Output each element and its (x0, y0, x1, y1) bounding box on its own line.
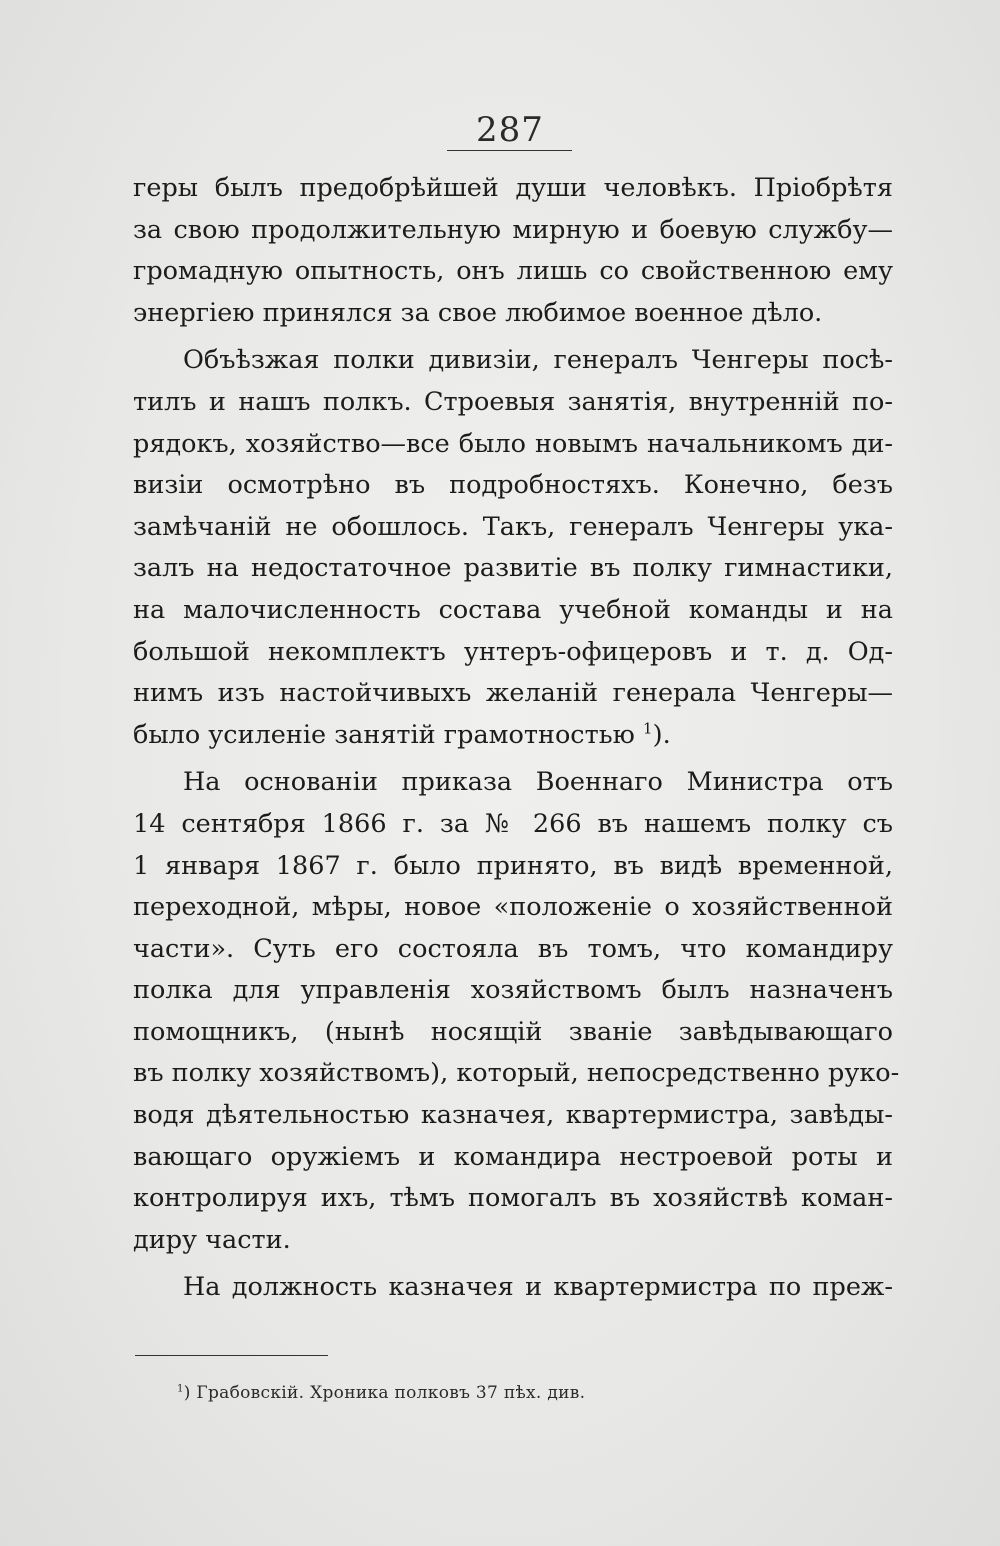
text-line: въ полку хозяйствомъ), который, непосредственно руко- (133, 1058, 900, 1089)
text-line: на малочисленность состава учебной команды и на (133, 594, 893, 625)
text-line: тилъ и нашъ полкъ. Строевыя занятія, внутренній по- (133, 386, 893, 417)
text-line: за свою продолжительную мирную и боевую службу— (133, 214, 893, 245)
text-line: переходной, мѣры, новое «положеніе о хозяйственной (133, 892, 893, 923)
footnote-rule (135, 1355, 328, 1356)
footnote-reference: 1 (642, 719, 653, 738)
header-rule (447, 150, 572, 151)
text-line: полка для управленія хозяйствомъ былъ назначенъ (133, 975, 893, 1006)
text-line: водя дѣятельностью казначея, квартермистра, завѣды- (133, 1100, 893, 1131)
text-line: контролируя ихъ, тѣмъ помогалъ въ хозяйствѣ коман- (133, 1183, 893, 1214)
footnote (177, 1383, 585, 1403)
body-text (133, 168, 900, 1315)
text-line: большой некомплектъ унтеръ-офицеровъ и т. д. Од- (133, 636, 893, 667)
text-line: вающаго оружіемъ и командира нестроевой роты и (133, 1141, 893, 1172)
paragraph-1 (133, 168, 893, 334)
text-line: диру части. (133, 1224, 291, 1255)
footnote-marker: 1 (177, 1383, 184, 1395)
text-line: 1 января 1867 г. было принято, въ видѣ временной, (133, 850, 893, 881)
text-line: Объѣзжая полки дивизіи, генералъ Ченгеры посѣ- (183, 345, 893, 376)
paragraph-2 (133, 340, 893, 756)
text-line: замѣчаній не обошлось. Такъ, генералъ Ченгеры ука- (133, 511, 893, 542)
text-line: громадную опытность, онъ лишь со свойственною ему (133, 256, 893, 287)
text-line: рядокъ, хозяйство—все было новымъ начальникомъ ди- (133, 428, 893, 459)
text-line: геры былъ предобрѣйшей души человѣкъ. Пріобрѣтя (133, 173, 893, 203)
footnote-text: ) Грабовскій. Хроника полковъ 37 пѣх. див. (183, 1383, 586, 1403)
text-line (133, 715, 893, 757)
paragraph-3 (133, 762, 900, 1261)
text-line: помощникъ, (нынѣ носящій званіе завѣдывающаго (133, 1016, 893, 1047)
text-line: На должность казначея и квартермистра по преж- (183, 1272, 893, 1303)
text-line: залъ на недостаточное развитіе въ полку гимнастики, (133, 553, 893, 584)
paragraph-4 (133, 1267, 893, 1309)
text-line: 14 сентября 1866 г. за № 266 въ нашемъ полку съ (133, 808, 893, 839)
text-line: визіи осмотрѣно въ подробностяхъ. Конечно, безъ (133, 470, 893, 501)
text-line-tail: ). (652, 719, 671, 750)
text-line-content: было усиленіе занятій грамотностью (133, 719, 635, 750)
text-line: энергіею принялся за свое любимое военное дѣло. (133, 297, 823, 328)
text-line: На основаніи приказа Военнаго Министра отъ (183, 767, 893, 798)
text-line: нимъ изъ настойчивыхъ желаній генерала Ченгеры— (133, 678, 893, 709)
text-line: части». Суть его состояла въ томъ, что командиру (133, 933, 893, 964)
page-number: 287 (476, 110, 544, 150)
